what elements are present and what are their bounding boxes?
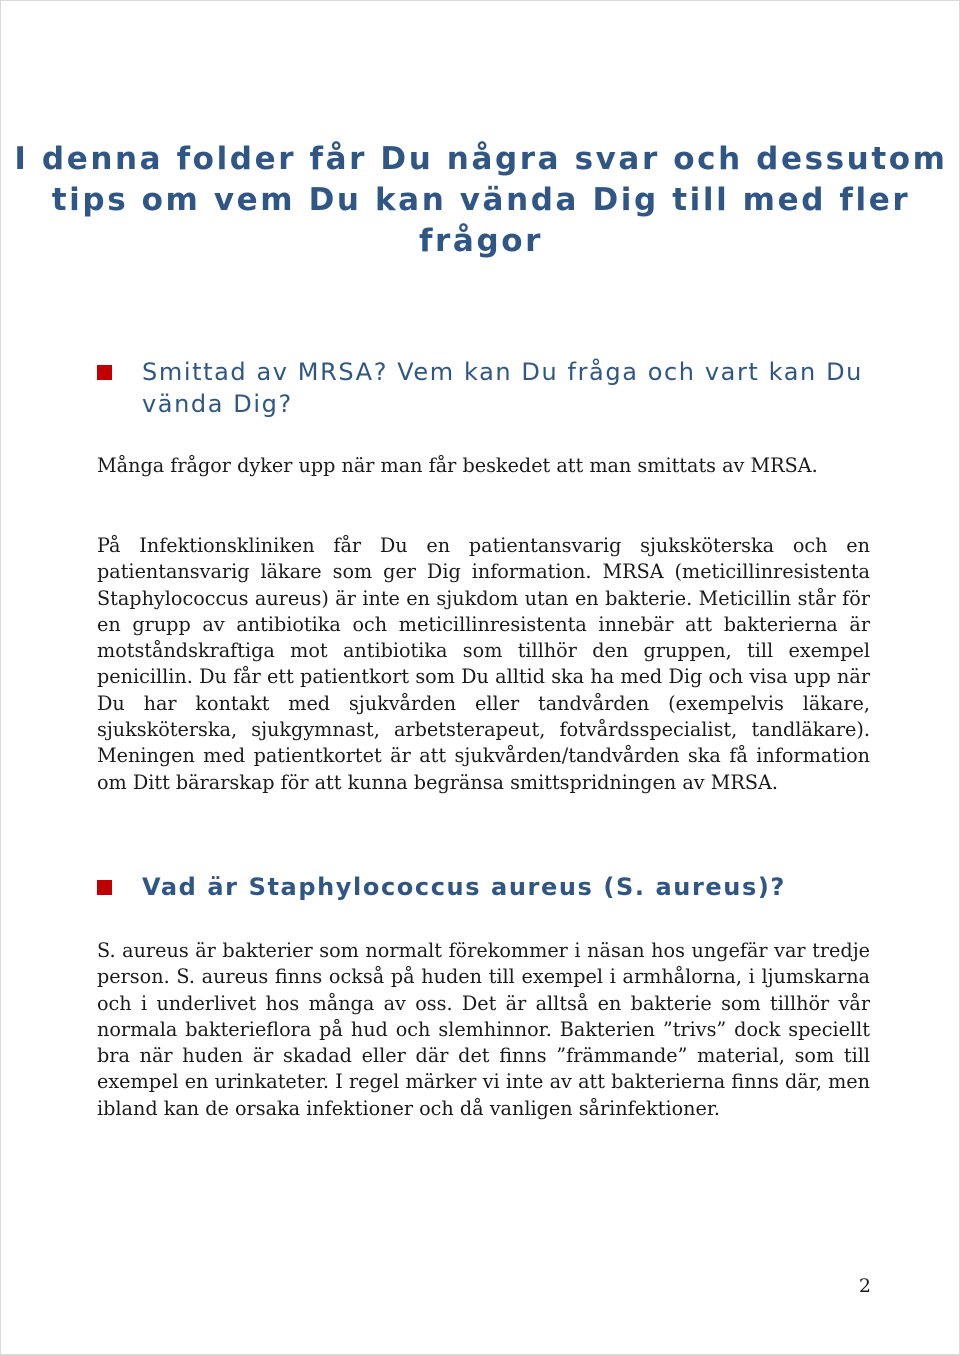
section-heading-s-aureus <box>97 871 877 903</box>
section-heading-mrsa <box>97 356 877 420</box>
page-title: I denna folder får Du några svar och dessutom tips om vem Du kan vända Dig till med fler frågor <box>14 141 948 259</box>
paragraph: S. aureus är bakterier som normalt förekommer i näsan hos ungefär var tredje person. S. aureus finns också på huden till exempel i armhålorna, i ljumskarna och i underlivet hos många av oss. Det är alltså en bakterie som tillhör vår normala bakterieflora på hud och slemhinnor. Bakterien ”trivs” dock speciellt bra när huden är skadad eller där det finns ”främmande” material, som till exempel en urinkateter. I regel märker vi inte av att bakterierna finns där, men ibland kan de orsaka infektioner och då vanligen sårinfektioner. <box>97 939 870 1120</box>
paragraph: Många frågor dyker upp när man får beskedet att man smittats av MRSA. <box>97 454 818 477</box>
red-square-bullet-icon <box>97 880 112 895</box>
red-square-bullet-icon <box>97 365 112 380</box>
page-number: 2 <box>858 1275 871 1297</box>
section-heading-text: Smittad av MRSA? Vem kan Du fråga och vart kan Du vända Dig? <box>142 358 863 418</box>
paragraph: På Infektionskliniken får Du en patientansvarig sjuksköterska och en patientansvarig läkare som ger Dig information. MRSA (meticillinresistenta Staphylococcus aureus) är inte en sjukdom utan en bakterie. Meticillin står för en grupp av antibiotika och meticillinresistenta innebär att bakterierna är motståndskraftiga mot antibiotika som tillhör den gruppen, till exempel penicillin. Du får ett patientkort som Du alltid ska ha med Dig och visa upp när Du har kontakt med sjukvården eller tandvården (exempelvis läkare, sjuksköterska, sjukgymnast, arbetsterapeut, fotvårdsspecialist, tandläkare). Meningen med patientkortet är att sjukvården/tandvården ska få information om Ditt bärarskap för att kunna begränsa smittspridningen av MRSA. <box>97 534 870 794</box>
section-heading-text: Vad är Staphylococcus aureus (S. aureus)? <box>142 873 786 901</box>
